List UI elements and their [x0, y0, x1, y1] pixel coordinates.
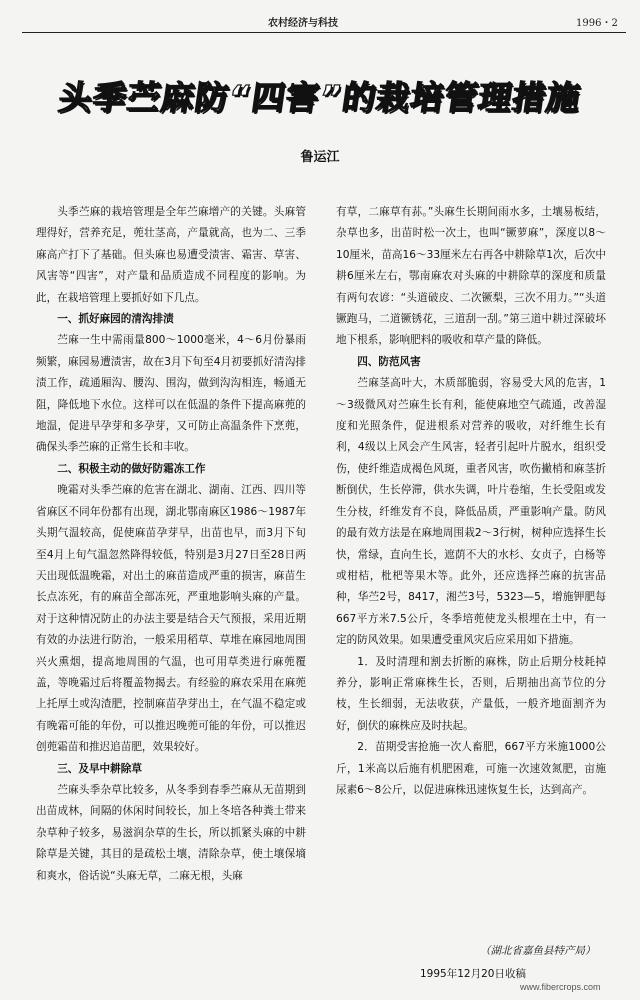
paragraph: 头季苎麻的栽培管理是全年苎麻增产的关键。头麻管理得好，营养充足，蔸壮茎高，产量就高，也为二、三季麻高产打下了基础。但头麻也易遭受渍害、霜害、草害、风害等“四害”，对产量和品质造成不同程度的影响。为此，在栽培管理上要抓好如下几点。	[36, 206, 306, 304]
author-affiliation: （湖北省嘉鱼县特产局）	[480, 945, 596, 957]
section-heading: 二、积极主动的做好防霜冻工作	[57, 462, 206, 475]
section-heading: 一、抓好麻园的清沟排渍	[57, 313, 174, 326]
issue-number: 1996・2	[576, 18, 618, 29]
paragraph: 2．苗期受害抢施一次人畜肥，667平方米施1000公斤，1米高以后施有机肥困难，可施一次速效氮肥，亩施尿素6～8公斤，以促进麻株迅速恢复生长，达到高产。	[336, 741, 606, 796]
section-heading: 四、防范风害	[357, 355, 421, 368]
journal-name: 农村经济与科技	[268, 18, 338, 29]
watermark: www.fibercrops.com	[520, 982, 601, 992]
paragraph: 1．及时清理和割去折断的麻株，防止后期分枝耗掉养分，影响正常麻株生长，否则，后期抽出高节位的分枝，生长细弱，无法收获，产量低，一般齐地面割齐为好，倒伏的麻株应及时扶起。	[336, 655, 606, 732]
paragraph: 晚霜对头季苎麻的危害在湖北、湖南、江西、四川等省麻区不同年份都有出现，湖北鄂南麻区1986～1987年头期气温较高，促使麻苗孕芽早，出苗也早，而3月下旬至4月上旬气温忽然降得较低，特别是3月27日至28日两天出现低温晚霜，对出土的麻苗造成严重的损害，麻苗生长点冻死，有的麻苗全部冻死，严重地影响头麻的产量。对于这种情况防止的办法主要是结合天气预报，采用近期有效的办法进行防治，一般采用稻草、草堆在麻园地周围兴火熏烟，提高地周围的气温，也可用草类进行麻蔸覆盖，等晚霜过后将覆盖物揭去。有经验的麻农采用在麻蔸上托厚土或沟渣肥，控制麻苗孕芽出土，在气温不稳定或有晚霜可能的年份，可以推迟晚蔸可能的年份，可以推迟创蔸霜苗和推迟追苗肥，效果较好。	[36, 484, 306, 754]
section-heading: 三、及早中耕除草	[57, 762, 142, 775]
paragraph: 苎麻茎高叶大，木质部脆弱，容易受大风的危害，1～3级微风对苎麻生长有利，能使麻地空气疏通，改善湿度和光照条件，促进根系对营养的吸收，对纤维生长有利，4级以上风会产生风害，轻者引起叶片脱水，组织受伤，使纤维造成褐色风斑，重者风害，吹伤撇梢和麻茎折断倒伏，生长停滞，供水失调，叶片卷缩，生长受阻或发生分枝，纤维发育不良，降低品质，严重影响产量。防风的最有效方法是在麻地周围栽2～3行树，树种应选择生长快，常绿，直向生长，遮荫不大的水杉、女贞子，白杨等或柑桔，枇杷等果木等。此外，还应选择苎麻的抗害品种，华苎2号，8417，湘苎3号，5323—5，增施钾肥每667平方米7.5公斤，冬季培蔸使龙头根埋在土中，有一定的防风效果。如果遭受重风灾后应采用如下措施。	[336, 377, 606, 647]
article-title: 头季苎麻防“四害”的栽培管理措施	[56, 78, 584, 117]
article-author: 鲁运江	[300, 150, 340, 165]
right-column	[336, 202, 606, 801]
header-rule	[22, 32, 626, 33]
paragraph-continued: 有草，二麻草有荪。”头麻生长期间雨水多，土壤易板结，杂草也多，出苗时松一次土，也叫“镢萝麻”，深度以8～10厘米，苗高16～33厘米左右再各中耕除草1次，后次中耕6厘米左右，鄂南麻农对头麻的中耕除草的深度和质量有两句农谚：“头道破皮、二次镢梨，三次不用力。”“头道镢跑马，二道镢锈花，三道刮一刮。”第三道中耕过深破坏地下根系，影响肥料的吸收和草产量的降低。	[336, 206, 606, 347]
paragraph: 苎麻头季杂草比较多，从冬季到春季苎麻从无苗期到出苗成林，间隔的休闲时间较长，加上冬培各种粪土带来杂草种子较多，易滋润杂草的生长，所以抓紧头麻的中耕除草是关键，其目的是疏松土壤，清除杂草，使土壤保墒和爽水，俗话说“头麻无草，二麻无根，头麻	[36, 783, 306, 882]
left-column	[36, 202, 306, 887]
paragraph: 苎麻一生中需雨量800～1000毫米，4～6月份暴雨频繁，麻园易遭渍害，故在3月下旬至4月初要抓好清沟排渍工作，疏通厢沟、腰沟、围沟，做到沟沟相连，畅通无阻，降低地下水位。这样可以在低温的条件下提高麻蔸的地温，促进早孕芽和多孕芽，又可防止高温条件下烹蔸，确保头季苎麻的正常生长和丰收。	[36, 334, 306, 454]
received-date: 1995年12月20日收稿	[420, 968, 526, 980]
